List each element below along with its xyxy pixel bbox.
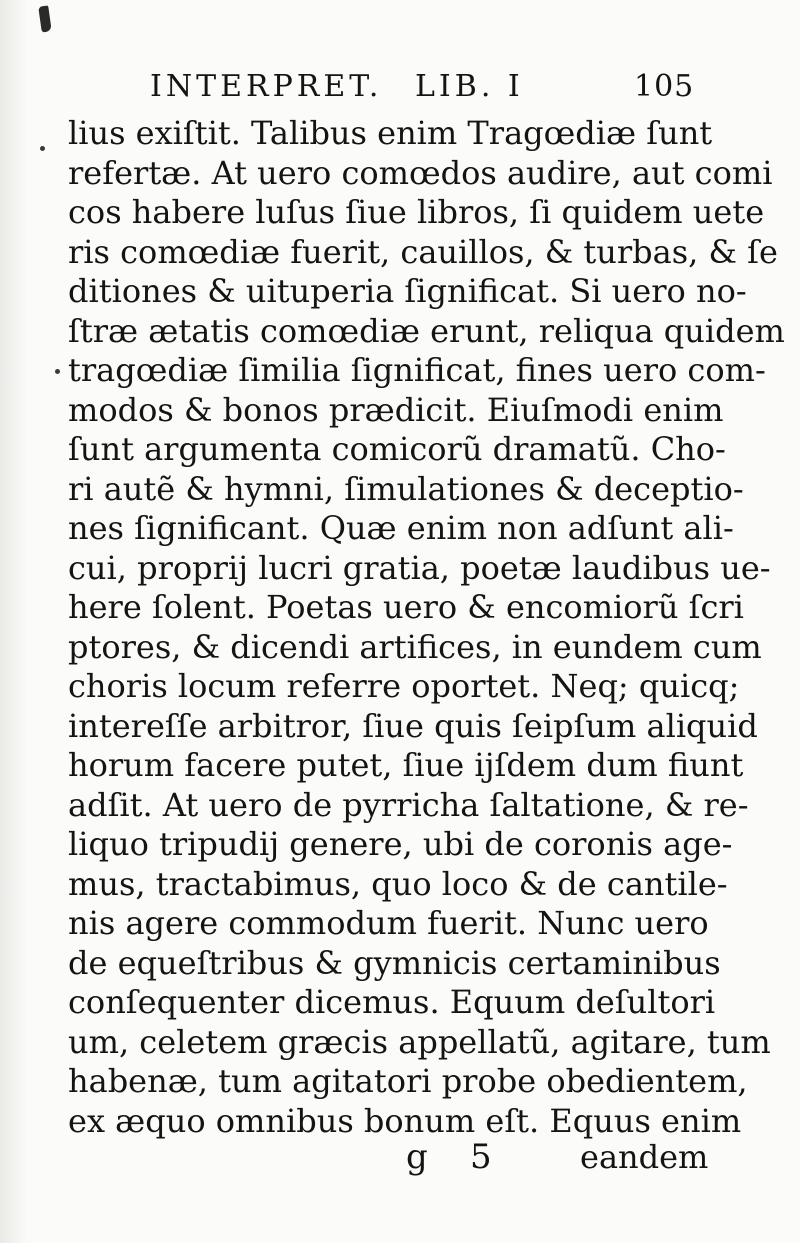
text-line: choris locum referre oportet. Neq; quicq; xyxy=(68,667,740,705)
text-line: adſit. At uero de pyrricha ſaltatione, & re- xyxy=(68,785,749,824)
text-line: ex æquo omnibus bonum eſt. Equus enim xyxy=(68,1101,742,1140)
text-line: ri autẽ & hymni, ſimulationes & deceptio- xyxy=(68,469,744,508)
signature-mark: g xyxy=(406,1137,428,1177)
text-line: ſunt argumenta comicorũ dramatũ. Cho- xyxy=(68,430,726,468)
running-head-title: INTERPRET. xyxy=(150,69,383,104)
text-line: cui, proprij lucri gratia, poetæ laudibus ue- xyxy=(68,548,771,587)
text-line: nes ſignificant. Quæ enim non adſunt ali- xyxy=(68,509,734,547)
text-line: ris comœdiæ fuerit, cauillos, & turbas, & ſe xyxy=(68,232,778,271)
body-text xyxy=(68,114,785,1141)
margin-mark xyxy=(55,369,60,374)
text-line: habenæ, tum agitatori probe obedientem, xyxy=(68,1062,748,1100)
text-line: ſtræ ætatis comœdiæ erunt, reliqua quidem xyxy=(68,311,785,350)
text-line: lius exiſtit. Talibus enim Tragœdiæ ſunt xyxy=(68,114,713,152)
text-line: intereſſe arbitror, ſiue quis ſeipſum aliquid xyxy=(68,706,758,745)
text-line: de equeſtribus & gymnicis certaminibus xyxy=(68,943,721,982)
text-line: here ſolent. Poetas uero & encomiorũ ſcri xyxy=(68,588,744,626)
signature-number: 5 xyxy=(470,1137,492,1177)
text-line: ptores, & dicendi artifices, in eundem cum xyxy=(68,627,762,666)
text-line: nis agere commodum fuerit. Nunc uero xyxy=(68,904,709,942)
page-number: 105 xyxy=(634,69,695,104)
margin-mark xyxy=(40,146,45,151)
text-line: conſequenter dicemus. Equum deſultori xyxy=(68,983,716,1021)
text-line: tragœdiæ ſimilia ſignificat, fines uero com- xyxy=(68,351,766,389)
text-line: um, celetem græcis appellatũ, agitare, tum xyxy=(68,1022,771,1061)
running-head xyxy=(150,64,695,110)
text-line: ditiones & uituperia ſignificat. Si uero no- xyxy=(68,272,747,310)
running-head-book: LIB. I xyxy=(415,69,524,104)
ink-blot-mark xyxy=(38,5,52,32)
catchword: eandem xyxy=(580,1138,709,1176)
text-line: liquo tripudij genere, ubi de coronis age- xyxy=(68,825,733,863)
text-line: horum facere putet, ſiue ijſdem dum fiunt xyxy=(68,746,744,784)
text-line: mus, tractabimus, quo loco & de cantile- xyxy=(68,864,728,903)
text-line: cos habere luſus ſiue libros, ſi quidem uete xyxy=(68,193,765,231)
text-line: refertæ. At uero comœdos audire, aut comi xyxy=(68,153,773,192)
text-line: modos & bonos prædicit. Eiuſmodi enim xyxy=(68,390,724,429)
signature-line xyxy=(400,1132,709,1182)
gutter-shadow xyxy=(0,0,28,1243)
